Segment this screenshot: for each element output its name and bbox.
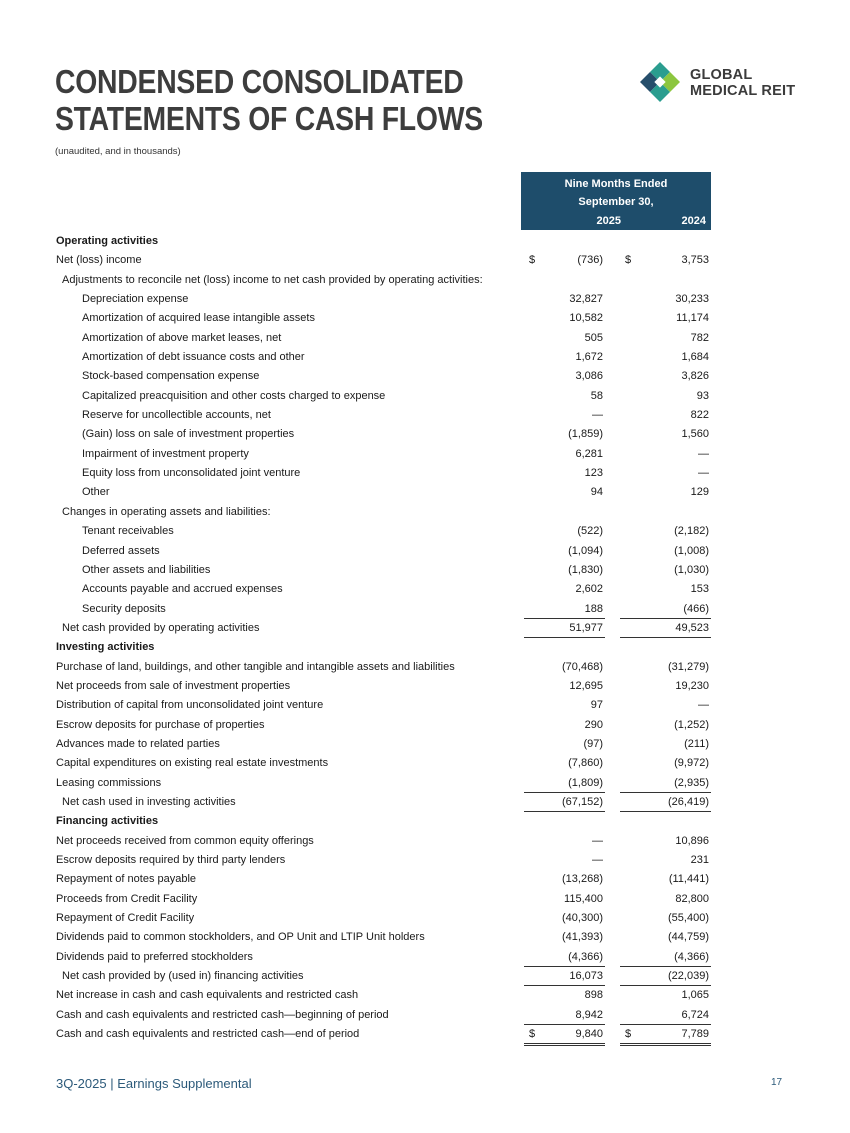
value-2024-cell [620,603,711,619]
value-2024-cell [620,409,711,424]
value-2024: 3,753 [681,254,709,267]
table-row [0,774,850,793]
row-label: Net cash provided by operating activities [62,621,260,634]
value-2025-cell [524,428,605,443]
value-2024: — [698,447,709,460]
value-2025-cell [524,912,605,927]
value-2024: (466) [683,602,709,615]
value-2025: 32,827 [569,293,603,306]
value-2024: (11,441) [668,873,709,886]
table-row [0,793,850,812]
table-row [0,716,850,735]
table-row [0,948,850,967]
table-row [0,271,850,290]
value-2025-cell [524,680,605,695]
value-2024: (2,935) [674,776,709,789]
value-2024: 822 [690,409,709,422]
row-label: Escrow deposits for purchase of properties [56,718,265,731]
row-label: Stock-based compensation expense [82,370,260,383]
value-2024: 6,724 [681,1008,709,1021]
value-2025-cell [524,525,605,540]
value-2024-cell [620,390,711,405]
value-2025: (97) [583,737,603,750]
row-label: Changes in operating assets and liabilities: [62,505,271,518]
value-2024: 19,230 [675,679,709,692]
page-title [55,63,483,137]
row-label: Capital expenditures on existing real estate investments [56,757,329,770]
section-header-row [0,232,850,251]
period-label: Nine Months Ended [564,178,668,190]
value-2025: (41,393) [562,931,603,944]
value-2024: 1,684 [681,351,709,364]
value-2025: 8,942 [575,1008,603,1021]
row-label: Dividends paid to common stockholders, and OP Unit and LTIP Unit holders [56,931,425,944]
value-2025-cell [524,564,605,579]
footer-label: 3Q-2025 | Earnings Supplemental [56,1076,252,1091]
value-2024-cell [620,680,711,695]
row-label: Cash and cash equivalents and restricted cash—end of period [56,1028,360,1041]
value-2024: — [698,699,709,712]
value-2025: 12,695 [569,679,603,692]
value-2024-cell [620,351,711,366]
value-2024-cell [620,428,711,443]
row-label: Impairment of investment property [82,447,249,460]
value-2025: 16,073 [569,970,603,983]
table-row [0,406,850,425]
row-label: Deferred assets [82,544,160,557]
column-header [521,172,711,230]
value-2024-cell [620,893,711,908]
value-2025: 115,400 [564,892,603,905]
value-2025-cell [524,332,605,347]
value-2024-cell [620,989,711,1004]
currency-symbol: $ [529,1028,536,1041]
value-2024: 231 [690,854,709,866]
cross-logo-icon [636,60,684,108]
value-2025: 898 [584,989,603,1002]
value-2025-cell [524,1028,605,1046]
row-label: Repayment of notes payable [56,873,197,886]
section-header-row [0,638,850,657]
row-label: Reserve for uncollectible accounts, net [82,409,271,422]
value-2024: 93 [696,389,709,402]
value-2024: (4,366) [674,950,709,963]
value-2024-cell [620,332,711,347]
currency-symbol: $ [625,254,632,267]
row-label: Purchase of land, buildings, and other tangible and intangible assets and liabilities [56,660,455,673]
row-label: Adjustments to reconcile net (loss) income to net cash provided by operating activities: [62,273,483,286]
table-row [0,696,850,715]
value-2024-cell [620,873,711,888]
value-2024-cell [620,370,711,385]
value-2025-cell [524,719,605,734]
row-label: Net (loss) income [56,254,142,267]
row-label: Cash and cash equivalents and restricted cash—beginning of period [56,1008,389,1021]
row-label: Escrow deposits required by third party lenders [56,854,286,866]
value-2024: 49,523 [675,621,709,634]
value-2025: 94 [590,486,603,499]
title-line-1: CONDENSED CONSOLIDATED [55,63,464,100]
value-2025: (522) [577,525,603,538]
table-row [0,290,850,309]
value-2025: 188 [584,602,603,615]
table-row [0,832,850,851]
value-2025: (67,152) [562,795,603,808]
value-2025: (736) [577,254,603,267]
row-label: Proceeds from Credit Facility [56,892,198,905]
row-label: Dividends paid to preferred stockholders [56,950,253,963]
table-row [0,561,850,580]
value-2024: (31,279) [668,660,709,673]
value-2024: 1,065 [681,989,709,1002]
table-row [0,251,850,270]
table-row [0,870,850,889]
value-2025-cell [524,835,605,850]
period-date: September 30, [578,196,654,208]
row-label: Net proceeds received from common equity offerings [56,834,314,847]
table-row [0,967,850,986]
value-2025: (40,300) [562,912,603,925]
value-2025-cell [524,873,605,888]
value-2024-cell [620,545,711,560]
value-2025: — [592,834,603,847]
value-2025-cell [524,390,605,405]
value-2025: (1,809) [568,776,603,789]
table-row [0,387,850,406]
value-2024-cell [620,719,711,734]
table-row [0,890,850,909]
table-row [0,658,850,677]
value-2024-cell [620,467,711,482]
value-2024: 11,174 [676,312,709,325]
value-2024: 30,233 [675,293,709,306]
value-2024: (9,972) [674,757,709,770]
row-label: Amortization of acquired lease intangible assets [82,312,315,325]
value-2025-cell [524,931,605,946]
section-header-row [0,812,850,831]
value-2025: 123 [584,467,603,480]
value-2024: (26,419) [668,795,709,808]
value-2025-cell [524,970,605,986]
value-2025: (7,860) [568,757,603,770]
value-2024: — [698,467,709,480]
value-2025: (1,859) [568,428,603,441]
value-2024: 153 [690,583,709,596]
table-row [0,677,850,696]
table-row [0,522,850,541]
value-2025-cell [524,796,605,812]
logo-line-2: MEDICAL REIT [690,83,796,99]
table-row [0,425,850,444]
value-2025-cell [524,603,605,619]
value-2024: (1,252) [674,718,709,731]
value-2024-cell [620,622,711,638]
year-2024-header: 2024 [681,215,706,227]
table-row [0,483,850,502]
value-2024-cell [620,970,711,986]
row-label: Net cash used in investing activities [62,795,236,808]
value-2024: 10,896 [675,834,709,847]
value-2025-cell [524,777,605,793]
value-2024-cell [620,1028,711,1046]
value-2025: 290 [584,718,603,731]
company-logo [636,60,796,108]
value-2025-cell [524,370,605,385]
value-2024: 129 [690,486,709,499]
row-label: Investing activities [56,641,155,654]
table-row [0,329,850,348]
value-2025: (70,468) [562,660,603,673]
value-2025: — [592,409,603,422]
value-2024-cell [620,796,711,812]
table-row [0,735,850,754]
table-row [0,600,850,619]
value-2024-cell [620,951,711,967]
currency-symbol: $ [529,254,536,267]
value-2024: (211) [684,737,709,750]
row-label: Operating activities [56,235,159,247]
value-2024-cell [620,931,711,946]
value-2024-cell [620,448,711,463]
value-2024: (2,182) [674,525,709,538]
value-2024-cell [620,525,711,540]
value-2025-cell [524,583,605,598]
value-2025: (13,268) [562,873,603,886]
logo-wordmark [690,67,795,99]
value-2025-cell [524,951,605,967]
table-row [0,619,850,638]
value-2024: 82,800 [675,892,709,905]
value-2025-cell [524,854,605,869]
value-2024: (1,008) [674,544,709,557]
row-label: Leasing commissions [56,776,162,789]
value-2025: 3,086 [575,370,603,383]
value-2024: (1,030) [674,563,709,576]
value-2024-cell [620,583,711,598]
value-2025: 1,672 [575,351,603,364]
value-2025-cell [524,293,605,308]
value-2024-cell [620,661,711,676]
value-2025-cell [524,448,605,463]
row-label: Accounts payable and accrued expenses [82,583,283,596]
table-row [0,754,850,773]
value-2024: 1,560 [681,428,709,441]
row-label: (Gain) loss on sale of investment properties [82,428,295,441]
value-2025: 6,281 [575,447,603,460]
table-row [0,309,850,328]
value-2024: (22,039) [668,970,709,983]
row-label: Repayment of Credit Facility [56,912,195,925]
table-row [0,542,850,561]
value-2025: 2,602 [575,583,603,596]
value-2024-cell [620,912,711,927]
table-row [0,851,850,870]
value-2025-cell [524,1009,605,1025]
table-row [0,986,850,1005]
year-2025-header: 2025 [596,215,621,227]
row-label: Tenant receivables [82,525,174,538]
table-row [0,367,850,386]
value-2024: 7,789 [681,1028,709,1041]
value-2025: 97 [590,699,603,712]
table-row [0,445,850,464]
row-label: Capitalized preacquisition and other costs charged to expense [82,389,386,402]
value-2025-cell [524,254,605,269]
value-2025: (4,366) [568,950,603,963]
value-2024-cell [620,738,711,753]
value-2025-cell [524,893,605,908]
value-2025-cell [524,699,605,714]
row-label: Advances made to related parties [56,737,220,750]
value-2025: 9,840 [575,1028,603,1041]
row-label: Net cash provided by (used in) financing activities [62,970,304,983]
value-2024-cell [620,486,711,501]
table-row [0,348,850,367]
value-2025: 51,977 [569,621,603,634]
table-row [0,1006,850,1025]
currency-symbol: $ [625,1028,632,1041]
value-2024-cell [620,312,711,327]
value-2025: — [592,854,603,866]
value-2025-cell [524,312,605,327]
value-2025-cell [524,661,605,676]
value-2024-cell [620,564,711,579]
value-2024-cell [620,757,711,772]
title-line-2: STATEMENTS OF CASH FLOWS [55,100,483,137]
value-2025-cell [524,757,605,772]
value-2024-cell [620,854,711,869]
value-2025: 58 [590,389,603,402]
value-2024: (44,759) [668,931,709,944]
row-label: Other assets and liabilities [82,563,211,576]
table-row [0,1025,850,1044]
value-2025-cell [524,622,605,638]
value-2024-cell [620,1009,711,1025]
table-row [0,909,850,928]
table-row [0,464,850,483]
value-2025: (1,094) [568,544,603,557]
row-label: Depreciation expense [82,293,189,306]
value-2025: 505 [584,331,603,344]
table-row [0,503,850,522]
row-label: Net increase in cash and cash equivalents and restricted cash [56,989,359,1002]
value-2025-cell [524,989,605,1004]
table-row [0,928,850,947]
table-row [0,580,850,599]
page-number: 17 [771,1077,783,1088]
cash-flow-table [0,232,850,1044]
row-label: Other [82,486,110,499]
row-label: Amortization of above market leases, net [82,331,282,344]
value-2024-cell [620,293,711,308]
logo-line-1: GLOBAL [690,67,753,83]
value-2024-cell [620,699,711,714]
row-label: Financing activities [56,815,159,828]
value-2024-cell [620,254,711,269]
row-label: Amortization of debt issuance costs and other [82,351,305,364]
value-2025-cell [524,467,605,482]
row-label: Equity loss from unconsolidated joint venture [82,467,301,480]
value-2025-cell [524,545,605,560]
page-subtitle: (unaudited, and in thousands) [55,146,181,157]
value-2024: 782 [690,331,709,344]
value-2025-cell [524,486,605,501]
value-2024-cell [620,835,711,850]
value-2024: 3,826 [681,370,709,383]
value-2025: 10,582 [569,312,603,325]
value-2025: (1,830) [568,563,603,576]
row-label: Security deposits [82,602,166,615]
row-label: Distribution of capital from unconsolidated joint venture [56,699,324,712]
value-2024-cell [620,777,711,793]
value-2024: (55,400) [668,912,709,925]
value-2025-cell [524,409,605,424]
row-label: Net proceeds from sale of investment properties [56,679,291,692]
value-2025-cell [524,738,605,753]
value-2025-cell [524,351,605,366]
